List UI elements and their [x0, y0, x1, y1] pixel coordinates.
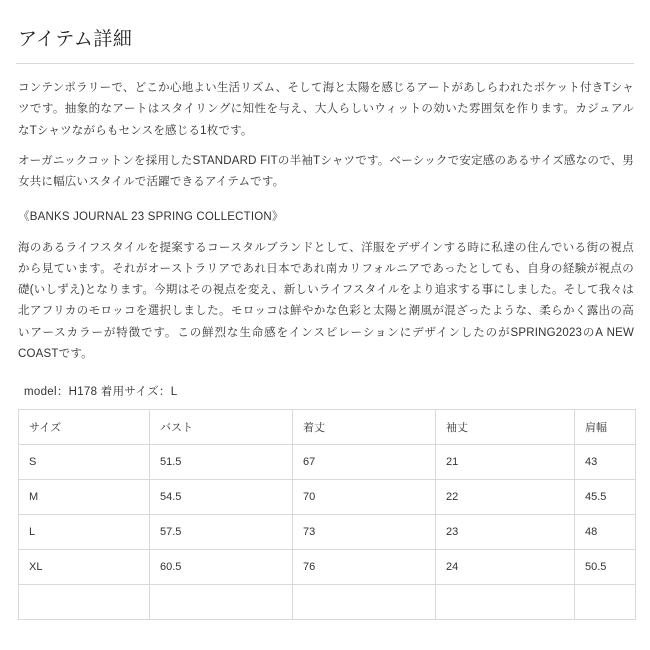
table-cell: M	[19, 480, 150, 515]
table-cell: 57.5	[150, 515, 293, 550]
table-cell: 48	[575, 515, 636, 550]
table-cell: 22	[436, 480, 575, 515]
table-cell	[436, 585, 575, 620]
model-info: model：H178 着用サイズ：L	[24, 386, 178, 399]
description-paragraph-2: オーガニックコットンを採用したSTANDARD FITの半袖Tシャツです。ベーシックで安定感のあるサイズ感なので、男女共に幅広いスタイルで活躍できるアイテムです。	[18, 154, 634, 189]
table-cell: 70	[293, 480, 436, 515]
table-cell: 21	[436, 445, 575, 480]
table-cell: 24	[436, 550, 575, 585]
title-divider	[16, 63, 634, 64]
table-cell: L	[19, 515, 150, 550]
table-row	[19, 480, 636, 515]
table-row	[19, 550, 636, 585]
table-row	[19, 585, 636, 620]
size-table	[18, 409, 636, 620]
table-cell	[575, 585, 636, 620]
table-cell: 73	[293, 515, 436, 550]
table-cell: 54.5	[150, 480, 293, 515]
table-header-cell: 肩幅	[575, 410, 636, 445]
table-cell: S	[19, 445, 150, 480]
table-row	[19, 445, 636, 480]
table-row	[19, 515, 636, 550]
table-cell: 50.5	[575, 550, 636, 585]
table-cell: 45.5	[575, 480, 636, 515]
table-cell	[150, 585, 293, 620]
table-header-cell: 袖丈	[436, 410, 575, 445]
table-cell	[19, 585, 150, 620]
table-cell: 43	[575, 445, 636, 480]
table-cell	[293, 585, 436, 620]
table-cell: 60.5	[150, 550, 293, 585]
collection-heading: 《BANKS JOURNAL 23 SPRING COLLECTION》	[18, 211, 284, 224]
table-cell: 23	[436, 515, 575, 550]
table-header-row	[19, 410, 636, 445]
table-header-cell: サイズ	[19, 410, 150, 445]
table-header-cell: 着丈	[293, 410, 436, 445]
table-cell: 67	[293, 445, 436, 480]
table-cell: XL	[19, 550, 150, 585]
table-cell: 76	[293, 550, 436, 585]
page-title: アイテム詳細	[18, 29, 133, 50]
description-paragraph-1: コンテンポラリーで、どこか心地よい生活リズム、そして海と太陽を感じるアートがあしらわれたポケット付きTシャツです。抽象的なアートはスタイリングに知性を与え、大人らしいウィットの効いた雰囲気を作ります。カジュアルなTシャツながらもセンスを感じる1枚です。	[18, 82, 634, 137]
description-paragraph-3: 海のあるライフスタイルを提案するコースタルブランドとして、洋服をデザインする時に私達の住んでいる街の視点から見ています。それがオーストラリアであれ日本であれ南カリフォルニアであったとしても、自身の経験が視点の礎(いしずえ)となります。今期はその視点を変え、新しいライフスタイルをより追求する事にしました。そして我々は北アフリカのモロッコを選択しました。モロッコは鮮やかな色彩と太陽と潮風が混ざったような、柔らかく露出の高いアースカラーが特徴です。この鮮烈な生命感をインスピレーションにデザインしたのがSPRING2023のA NEW COASTです。	[18, 241, 634, 360]
table-cell: 51.5	[150, 445, 293, 480]
table-header-cell: バスト	[150, 410, 293, 445]
